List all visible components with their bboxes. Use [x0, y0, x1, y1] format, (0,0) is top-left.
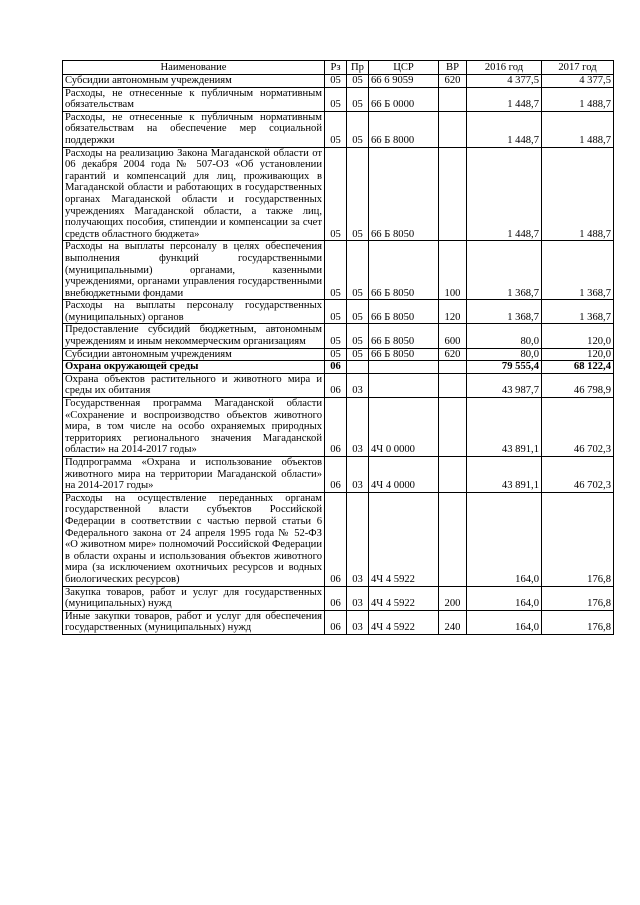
row-vr: 240	[439, 610, 467, 634]
row-2017: 68 122,4	[542, 361, 614, 374]
row-2017: 4 377,5	[542, 75, 614, 88]
row-rz: 06	[325, 610, 347, 634]
row-2017: 120,0	[542, 324, 614, 348]
table-row	[63, 300, 614, 324]
row-2017: 176,8	[542, 492, 614, 586]
table-row	[63, 586, 614, 610]
row-2016: 1 448,7	[467, 87, 542, 111]
row-2016: 43 987,7	[467, 373, 542, 397]
row-vr	[439, 361, 467, 374]
row-2017: 46 702,3	[542, 398, 614, 457]
row-csr	[369, 373, 439, 397]
table-row	[63, 147, 614, 241]
row-csr: 4Ч 0 0000	[369, 398, 439, 457]
row-vr	[439, 398, 467, 457]
row-rz: 06	[325, 373, 347, 397]
row-2017: 1 368,7	[542, 300, 614, 324]
row-name: Охрана окружающей среды	[63, 361, 325, 374]
table-row	[63, 492, 614, 586]
row-name: Расходы на реализацию Закона Магаданской области от 06 декабря 2004 года № 507-ОЗ «Об установлении гарантий и компенсаций для лиц, проживающих в Магаданской области и работающих в государственных органах Магаданской области и государственных учреждениях Магаданской области, а также лиц, получающих пособия, стипендии и компенсации за счет средств областного бюджета»	[63, 147, 325, 241]
row-vr	[439, 457, 467, 493]
row-2016: 1 448,7	[467, 147, 542, 241]
row-2016: 80,0	[467, 324, 542, 348]
row-pr: 05	[347, 111, 369, 147]
row-name: Расходы на осуществление переданных органам государственной власти субъектов Российской Федерации в соответствии с частью первой статьи 6 Федерального закона от 24 апреля 1995 года № 52-ФЗ «О животном мире» полномочий Российской Федерации в области охраны и использования объектов животного мира (за исключением охотничьих ресурсов и водных биологических ресурсов)	[63, 492, 325, 586]
table-row	[63, 373, 614, 397]
table-row	[63, 324, 614, 348]
row-pr: 03	[347, 492, 369, 586]
row-rz: 05	[325, 241, 347, 300]
row-name: Подпрограмма «Охрана и использование объектов животного мира на территории Магаданской области» на 2014-2017 годы»	[63, 457, 325, 493]
row-rz: 05	[325, 300, 347, 324]
row-csr	[369, 361, 439, 374]
row-name: Субсидии автономным учреждениям	[63, 348, 325, 361]
row-csr: 66 Б 8050	[369, 147, 439, 241]
row-2017: 120,0	[542, 348, 614, 361]
table-row	[63, 457, 614, 493]
header-csr: ЦСР	[369, 61, 439, 75]
row-2016: 1 448,7	[467, 111, 542, 147]
row-csr: 66 Б 8050	[369, 324, 439, 348]
row-2017: 1 488,7	[542, 147, 614, 241]
row-pr: 05	[347, 300, 369, 324]
header-pr: Пр	[347, 61, 369, 75]
table-row	[63, 241, 614, 300]
row-csr: 4Ч 4 0000	[369, 457, 439, 493]
row-2016: 164,0	[467, 586, 542, 610]
row-csr: 66 Б 8000	[369, 111, 439, 147]
row-rz: 06	[325, 586, 347, 610]
row-csr: 66 Б 8050	[369, 300, 439, 324]
row-pr: 03	[347, 373, 369, 397]
budget-table	[62, 60, 614, 635]
row-name: Субсидии автономным учреждениям	[63, 75, 325, 88]
row-pr	[347, 361, 369, 374]
row-pr: 03	[347, 398, 369, 457]
row-vr	[439, 373, 467, 397]
row-2016: 4 377,5	[467, 75, 542, 88]
row-rz: 06	[325, 492, 347, 586]
row-rz: 05	[325, 87, 347, 111]
row-2017: 1 488,7	[542, 87, 614, 111]
table-row	[63, 111, 614, 147]
row-name: Расходы, не отнесенные к публичным нормативным обязательствам на обеспечение мер социальной поддержки	[63, 111, 325, 147]
row-pr: 03	[347, 610, 369, 634]
row-2016: 164,0	[467, 492, 542, 586]
row-csr: 66 Б 8050	[369, 241, 439, 300]
row-vr: 200	[439, 586, 467, 610]
row-csr: 4Ч 4 5922	[369, 492, 439, 586]
table-row	[63, 75, 614, 88]
row-name: Иные закупки товаров, работ и услуг для обеспечения государственных (муниципальных) нужд	[63, 610, 325, 634]
row-vr: 620	[439, 348, 467, 361]
row-pr: 05	[347, 147, 369, 241]
header-vr: ВР	[439, 61, 467, 75]
row-2016: 79 555,4	[467, 361, 542, 374]
row-csr: 4Ч 4 5922	[369, 586, 439, 610]
row-pr: 05	[347, 348, 369, 361]
header-2017: 2017 год	[542, 61, 614, 75]
row-2017: 176,8	[542, 586, 614, 610]
row-rz: 06	[325, 457, 347, 493]
row-name: Охрана объектов растительного и животного мира и среды их обитания	[63, 373, 325, 397]
row-vr: 600	[439, 324, 467, 348]
row-vr	[439, 147, 467, 241]
row-csr: 66 Б 0000	[369, 87, 439, 111]
header-2016: 2016 год	[467, 61, 542, 75]
row-vr: 100	[439, 241, 467, 300]
row-rz: 05	[325, 348, 347, 361]
row-2016: 43 891,1	[467, 398, 542, 457]
row-vr: 120	[439, 300, 467, 324]
row-2016: 164,0	[467, 610, 542, 634]
row-rz: 05	[325, 147, 347, 241]
row-2017: 1 368,7	[542, 241, 614, 300]
header-name: Наименование	[63, 61, 325, 75]
row-2017: 176,8	[542, 610, 614, 634]
row-2016: 1 368,7	[467, 300, 542, 324]
row-pr: 05	[347, 75, 369, 88]
row-pr: 05	[347, 324, 369, 348]
row-2017: 1 488,7	[542, 111, 614, 147]
row-name: Предоставление субсидий бюджетным, автономным учреждениям и иным некоммерческим организациям	[63, 324, 325, 348]
table-row	[63, 87, 614, 111]
table-row	[63, 361, 614, 374]
row-rz: 05	[325, 111, 347, 147]
row-2016: 1 368,7	[467, 241, 542, 300]
row-vr	[439, 111, 467, 147]
row-csr: 66 Б 8050	[369, 348, 439, 361]
row-2016: 80,0	[467, 348, 542, 361]
row-name: Государственная программа Магаданской области «Сохранение и воспроизводство объектов животного мира, в том числе на особо охраняемых природных территориях регионального значения Магаданской области» на 2014-2017 годы»	[63, 398, 325, 457]
row-pr: 05	[347, 87, 369, 111]
row-2017: 46 702,3	[542, 457, 614, 493]
table-row	[63, 398, 614, 457]
row-name: Закупка товаров, работ и услуг для государственных (муниципальных) нужд	[63, 586, 325, 610]
row-pr: 03	[347, 586, 369, 610]
header-rz: Рз	[325, 61, 347, 75]
row-2017: 46 798,9	[542, 373, 614, 397]
row-pr: 05	[347, 241, 369, 300]
table-row	[63, 348, 614, 361]
row-vr: 620	[439, 75, 467, 88]
row-pr: 03	[347, 457, 369, 493]
row-rz: 06	[325, 398, 347, 457]
row-name: Расходы, не отнесенные к публичным нормативным обязательствам	[63, 87, 325, 111]
row-rz: 05	[325, 75, 347, 88]
row-name: Расходы на выплаты персоналу государственных (муниципальных) органов	[63, 300, 325, 324]
row-csr: 66 6 9059	[369, 75, 439, 88]
row-vr	[439, 492, 467, 586]
table-header-row	[63, 61, 614, 75]
row-csr: 4Ч 4 5922	[369, 610, 439, 634]
table-row	[63, 610, 614, 634]
row-rz: 06	[325, 361, 347, 374]
row-name: Расходы на выплаты персоналу в целях обеспечения выполнения функций государственными (муниципальными) органами, казенными учреждениями, органами управления государственными внебюджетными фондами	[63, 241, 325, 300]
row-vr	[439, 87, 467, 111]
row-rz: 05	[325, 324, 347, 348]
row-2016: 43 891,1	[467, 457, 542, 493]
